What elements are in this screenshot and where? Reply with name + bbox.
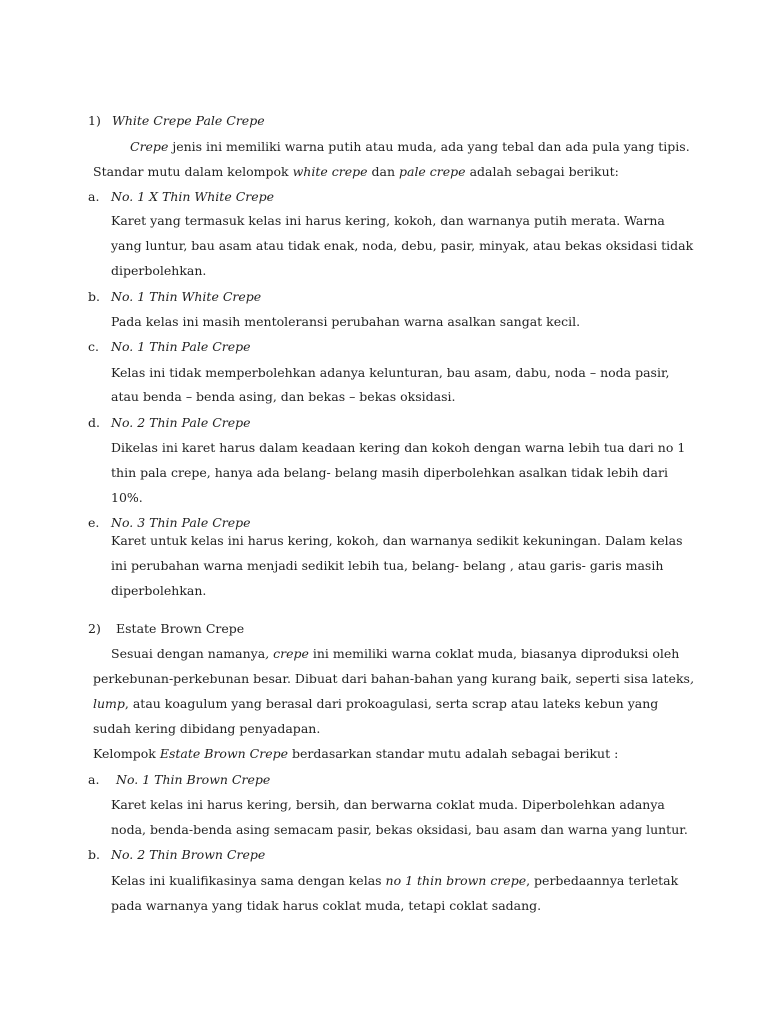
item-text: Karet kelas ini harus kering, bersih, dan berwarna coklat muda. Diperbolehkan adanya <box>111 797 665 812</box>
item-heading: No. 1 Thin Brown Crepe <box>116 772 271 787</box>
item-heading: No. 1 X Thin White Crepe <box>111 189 275 204</box>
item-heading: No. 1 Thin Pale Crepe <box>111 339 251 354</box>
item-marker: b. <box>88 289 100 304</box>
para-italic: , crepe <box>265 646 309 661</box>
para-text: , perbedaannya terletak <box>526 873 679 888</box>
section-2-title: Estate Brown Crepe <box>116 621 245 636</box>
std-text-1: Standar mutu dalam kelompok <box>93 164 293 179</box>
section-1-title: White Crepe Pale Crepe <box>112 113 265 128</box>
section-1-number: 1) <box>88 113 101 128</box>
para-text: Sesuai dengan namanya <box>111 646 266 661</box>
para-text: , atau koagulum yang berasal dari prokoagulasi, serta scrap atau lateks kebun yang <box>124 696 659 711</box>
section-2-kelompok <box>93 745 618 763</box>
section-2-para-line <box>93 670 694 688</box>
section-2-para-line <box>93 695 658 713</box>
para-text: Kelas ini kualifikasinya sama dengan kelas <box>111 873 386 888</box>
item-marker: b. <box>88 847 100 862</box>
item-marker: a. <box>88 189 100 204</box>
item-text: diperbolehkan. <box>111 583 207 598</box>
item-text: pada warnanya yang tidak harus coklat muda, tetapi coklat sadang. <box>111 898 542 913</box>
section-2-para-line: sudah kering dibidang penyadapan. <box>93 721 321 736</box>
section-2-para-line <box>111 645 679 663</box>
para-italic: Estate Brown Crepe <box>159 746 289 761</box>
item-text: Karet untuk kelas ini harus kering, kokoh, dan warnanya sedikit kekuningan. Dalam kelas <box>111 533 683 548</box>
item-marker: e. <box>88 515 100 530</box>
item-heading: No. 2 Thin Brown Crepe <box>111 847 266 862</box>
item-heading: No. 1 Thin White Crepe <box>111 289 262 304</box>
para-italic: , <box>689 671 694 686</box>
item-text: Kelas ini tidak memperbolehkan adanya kelunturan, bau asam, dabu, noda – noda pasir, <box>111 365 670 380</box>
para-text: ini memiliki warna coklat muda, biasanya diproduksi oleh <box>308 646 680 661</box>
item-text: diperbolehkan. <box>111 263 207 278</box>
item-text: ini perubahan warna menjadi sedikit lebih tua, belang- belang , atau garis- garis masih <box>111 558 664 573</box>
item-text: Karet yang termasuk kelas ini harus kering, kokoh, dan warnanya putih merata. Warna <box>111 213 665 228</box>
item-text: noda, benda-benda asing semacam pasir, bekas oksidasi, bau asam dan warna yang luntur. <box>111 822 688 837</box>
std-italic-1: white crepe <box>292 164 368 179</box>
para-italic: lump <box>93 696 125 711</box>
para-text: perkebunan-perkebunan besar. Dibuat dari bahan-bahan yang kurang baik, seperti sisa lateks <box>93 671 690 686</box>
section-1-intro <box>130 138 690 156</box>
item-text: yang luntur, bau asam atau tidak enak, noda, debu, pasir, minyak, atau bekas oksidasi tidak <box>111 238 694 253</box>
item-text <box>111 872 678 890</box>
section-2-number: 2) <box>88 621 101 636</box>
para-text: berdasarkan standar mutu adalah sebagai berikut : <box>288 746 619 761</box>
item-heading: No. 3 Thin Pale Crepe <box>111 515 251 530</box>
std-text-3: adalah sebagai berikut: <box>465 164 619 179</box>
std-text-2: dan <box>367 164 399 179</box>
std-italic-2: pale crepe <box>398 164 466 179</box>
item-marker: c. <box>88 339 99 354</box>
intro-italic: Crepe <box>130 139 169 154</box>
para-italic: no 1 thin brown crepe <box>385 873 527 888</box>
item-text: 10%. <box>111 490 143 505</box>
item-marker: a. <box>88 772 100 787</box>
item-text: thin pala crepe, hanya ada belang- belang masih diperbolehkan asalkan tidak lebih dari <box>111 465 668 480</box>
item-heading: No. 2 Thin Pale Crepe <box>111 415 251 430</box>
section-1-standard <box>93 163 619 181</box>
intro-text: jenis ini memiliki warna putih atau muda, ada yang tebal dan ada pula yang tipis. <box>168 139 690 154</box>
para-text: Kelompok <box>93 746 160 761</box>
item-text: Pada kelas ini masih mentoleransi perubahan warna asalkan sangat kecil. <box>111 314 581 329</box>
item-text: Dikelas ini karet harus dalam keadaan kering dan kokoh dengan warna lebih tua dari no 1 <box>111 440 686 455</box>
item-marker: d. <box>88 415 100 430</box>
item-text: atau benda – benda asing, dan bekas – bekas oksidasi. <box>111 389 456 404</box>
